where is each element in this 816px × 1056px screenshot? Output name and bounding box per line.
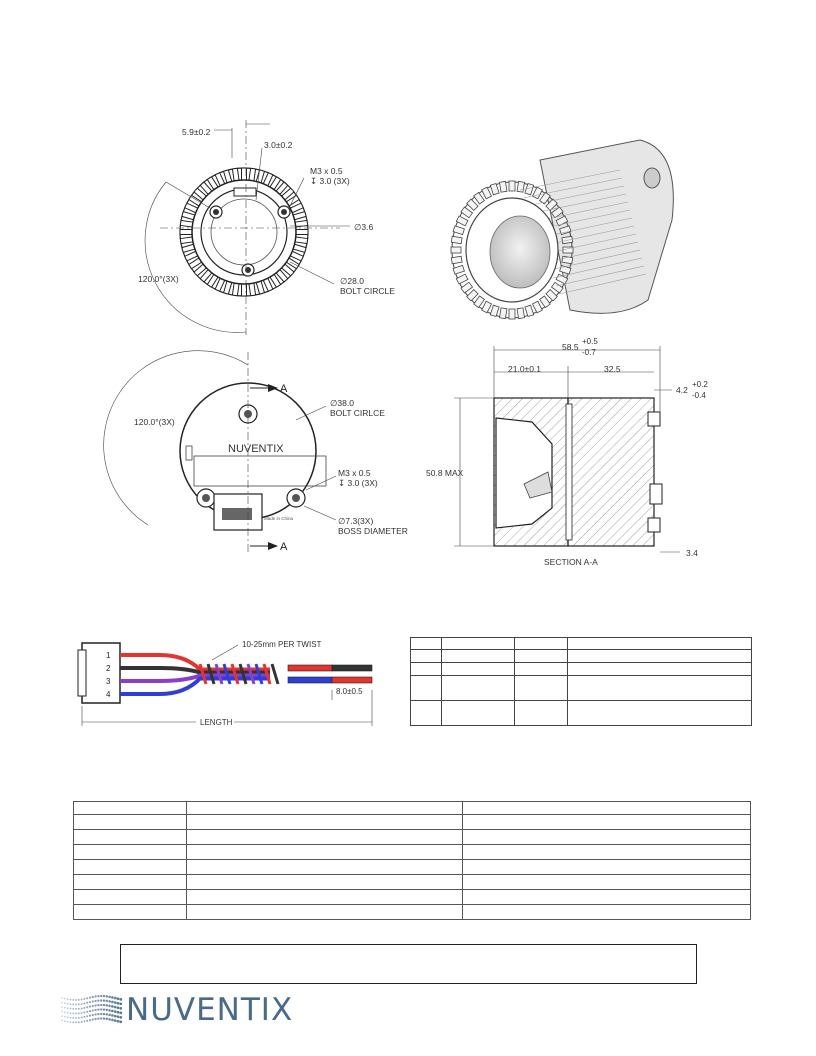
foot-dim: 3.4 xyxy=(686,548,698,558)
rear-length: 32.5 xyxy=(604,364,621,374)
boss-dia: ∅7.3(3X) xyxy=(338,516,374,526)
tab-dim: 4.2 xyxy=(676,385,688,395)
pin-label-4: 4 xyxy=(106,690,111,699)
rear-bolt-circle-label: BOLT CIRLCE xyxy=(330,408,385,418)
pin-label-2: 2 xyxy=(106,664,111,673)
section-label: SECTION A-A xyxy=(544,557,598,567)
pin-label-1: 1 xyxy=(106,651,111,660)
thread-depth: ↧ 3.0 (3X) xyxy=(310,176,350,186)
pin-label-3: 3 xyxy=(106,677,111,686)
spec-table xyxy=(73,801,751,920)
thread-spec: M3 x 0.5 xyxy=(310,166,343,176)
front-length: 21.0±0.1 xyxy=(508,364,542,374)
note-box xyxy=(120,944,697,984)
rear-brand-text: NUVENTIX xyxy=(228,443,284,455)
strip-length: 8.0±0.5 xyxy=(336,687,363,696)
logo-text: NUVENTIX xyxy=(126,992,294,1028)
hole-diameter: ∅3.6 xyxy=(354,222,374,232)
section-mark-bottom: A xyxy=(280,541,288,553)
overall-tol-plus: +0.5 xyxy=(582,337,598,346)
front-view xyxy=(138,120,395,335)
made-in-label: Made in China xyxy=(264,516,294,521)
tab-tol-minus: -0.4 xyxy=(692,391,706,400)
rear-bolt-circle-dia: ∅38.0 xyxy=(330,398,354,408)
overall-length: 58.5 xyxy=(562,342,579,352)
rear-thread-depth: ↧ 3.0 (3X) xyxy=(338,478,378,488)
isometric-view xyxy=(451,140,673,319)
twist-spec: 10-25mm PER TWIST xyxy=(242,640,322,649)
rear-angle-dim: 120.0°(3X) xyxy=(134,417,175,427)
dim-offset: 5.9±0.2 xyxy=(182,127,211,137)
rear-thread-spec: M3 x 0.5 xyxy=(338,468,371,478)
bolt-circle-dia: ∅28.0 xyxy=(340,276,364,286)
tab-tol-plus: +0.2 xyxy=(692,380,708,389)
section-view xyxy=(426,337,708,567)
cable-diagram xyxy=(78,640,372,728)
boss-label: BOSS DIAMETER xyxy=(338,526,408,536)
pinout-table xyxy=(410,637,752,726)
dim-width: 3.0±0.2 xyxy=(264,140,293,150)
overall-tol-minus: -0.7 xyxy=(582,348,596,357)
rear-view xyxy=(104,351,408,553)
bolt-circle-label: BOLT CIRCLE xyxy=(340,286,395,296)
height-dim: 50.8 MAX xyxy=(426,468,464,478)
angle-dim: 120.0°(3X) xyxy=(138,274,179,284)
wires xyxy=(120,655,372,694)
length-label: LENGTH xyxy=(200,718,233,727)
section-mark-top: A xyxy=(280,383,288,395)
